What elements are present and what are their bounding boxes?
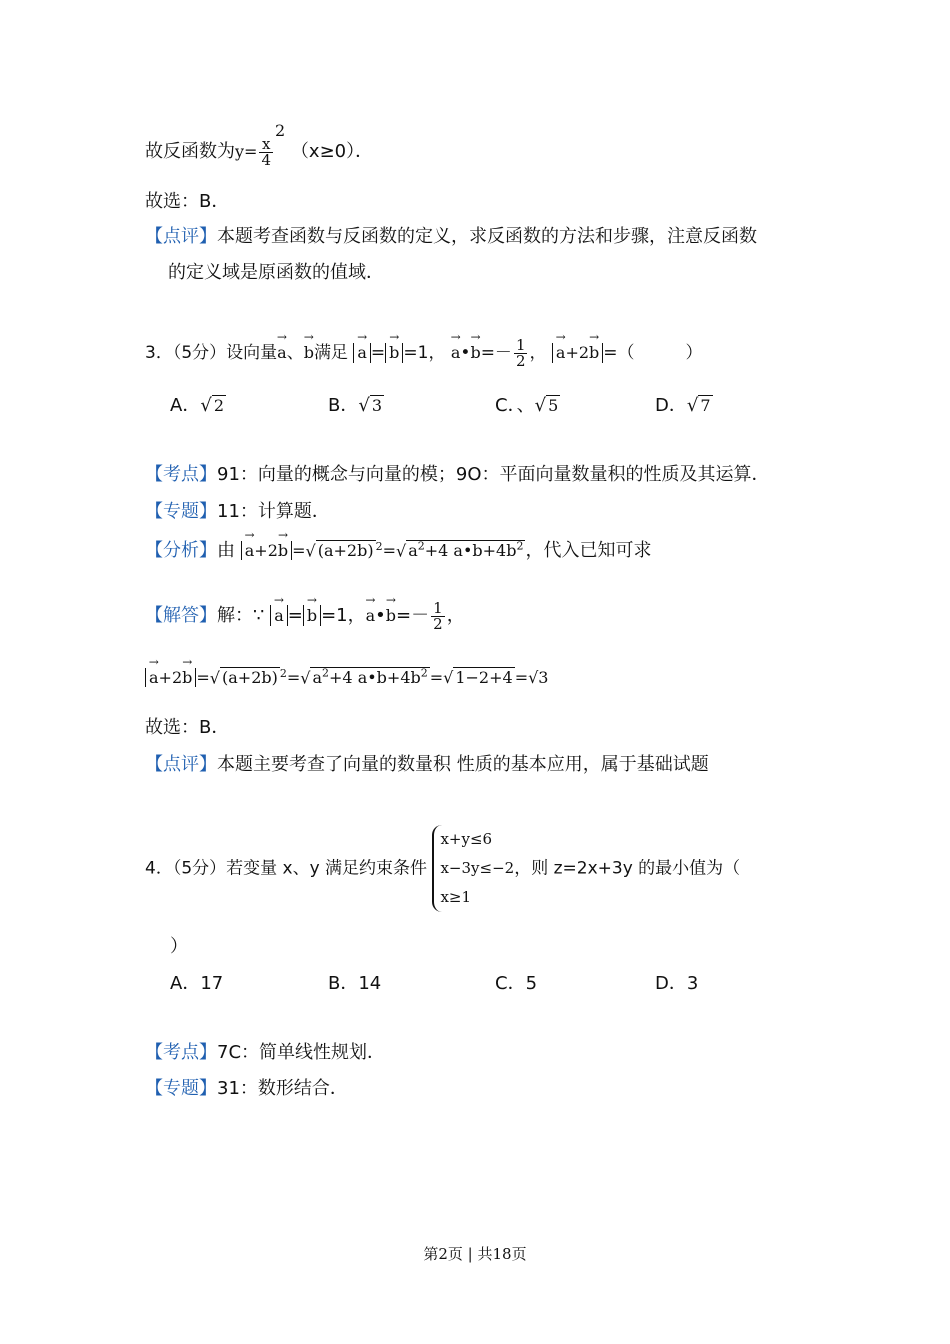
fraction-denominator: 4	[261, 150, 271, 169]
sqrt-symbol: √ 5	[534, 395, 559, 416]
inverse-function-line	[145, 121, 374, 169]
q3-option-a[interactable]	[170, 391, 226, 417]
vector-a: → a	[149, 662, 159, 687]
kaodian-text: 7C：简单线性规划．	[217, 1042, 386, 1063]
q4-stem-suffix: ，则 z=2x+3y 的最小值为（	[514, 858, 741, 879]
q3-answer: 故选：B．	[145, 717, 230, 738]
vector-b: → b	[278, 535, 288, 560]
prev-review-cont: 的定义域是原函数的值域．	[168, 262, 384, 283]
sqrt-expr-1: √ (a+2b) $^2$	[209, 666, 287, 687]
vector-a: → a	[451, 337, 461, 362]
radicand-part: a	[408, 541, 418, 560]
square: 2	[516, 539, 524, 553]
half-fraction	[431, 598, 445, 633]
jieda-tag: 【解答】	[145, 605, 217, 626]
equals: =	[370, 343, 386, 363]
half-fraction	[514, 335, 528, 370]
equals-one: =1，	[321, 605, 366, 626]
sqrt-symbol: √ 3	[358, 395, 383, 416]
vector-b: → b	[307, 600, 317, 625]
q4-option-d[interactable]: D．3	[655, 973, 699, 994]
q3-option-d[interactable]	[655, 391, 713, 417]
square: 2	[322, 666, 330, 680]
zhuanti-text: 11：计算题．	[217, 501, 330, 522]
fenxi-prefix: 由	[217, 540, 235, 561]
sqrt-expr-3: √ 1−2+4	[443, 668, 513, 687]
constraint-1: x+y≤6	[440, 830, 493, 848]
option-label: C．、	[495, 395, 535, 416]
sqrt-expr-2: √ $a^2+4$ $a•b+4b^2$	[300, 666, 428, 687]
q3-stem	[145, 337, 703, 369]
square: 2	[417, 539, 425, 553]
radicand: (a+2b)	[317, 541, 374, 560]
inverse-prefix: 故反函数为	[145, 141, 235, 162]
q4-zhuanti	[145, 1074, 348, 1100]
vector-a: → a	[357, 337, 367, 362]
kaodian-tag: 【考点】	[145, 464, 217, 485]
equals: =	[429, 668, 444, 687]
q3-kaodian	[145, 460, 770, 486]
fenxi-suffix: ，代入已知可求	[525, 540, 652, 561]
radicand: 5	[548, 396, 559, 415]
vector-b: → b	[389, 337, 399, 362]
review-tag: 【点评】	[145, 226, 217, 247]
q4-stem	[145, 825, 740, 912]
q3-jieda-line2	[145, 662, 548, 687]
equals: =	[286, 668, 301, 687]
equals-negative: =－	[396, 605, 430, 626]
zhuanti-tag: 【专题】	[145, 1078, 217, 1099]
equals: =	[382, 541, 396, 560]
constraint-3: x≥1	[440, 888, 472, 906]
abs-a	[353, 343, 371, 363]
square: 2	[279, 666, 287, 680]
fraction-denominator: 2	[433, 614, 443, 633]
abs-b	[385, 343, 403, 363]
vector-b: → b	[304, 337, 314, 362]
option-label: B．	[328, 395, 359, 416]
sqrt-symbol: √ 2	[200, 395, 224, 416]
zhuanti-tag: 【专题】	[145, 501, 217, 522]
equals: =	[292, 541, 306, 560]
dot-operator: •	[460, 343, 471, 363]
abs-b	[303, 605, 321, 626]
plus-two: +2	[565, 343, 590, 362]
vector-a: → a	[366, 600, 376, 625]
equals: =	[287, 605, 303, 626]
radicand: 1−2+4	[455, 668, 513, 687]
dot-operator: •	[375, 605, 386, 626]
review-text: 本题考查函数与反函数的定义，求反函数的方法和步骤，注意反函数	[217, 226, 757, 247]
q4-stem-prefix: 4．（5分）若变量 x、y 满足约束条件	[145, 858, 428, 879]
jieda-prefix: 解：∵	[217, 605, 265, 626]
radicand: 2	[213, 396, 224, 415]
fraction-numerator: x	[259, 137, 273, 153]
sqrt-expr-2: √ $a^2+4$ $a•b+4b^2$	[396, 539, 524, 560]
abs-a	[270, 605, 288, 626]
page-footer: 第2页 | 共18页	[423, 1245, 527, 1263]
q3-fenxi	[145, 535, 651, 562]
kaodian-tag: 【考点】	[145, 1042, 217, 1063]
inverse-y: y=	[235, 142, 258, 161]
satisfy-text: 满足	[313, 343, 348, 363]
q3-option-b[interactable]	[328, 391, 384, 417]
sqrt-symbol: √ 7	[686, 395, 711, 416]
q3-zhuanti	[145, 497, 330, 523]
q4-option-b[interactable]: B．14	[328, 973, 382, 994]
option-label: D．	[655, 395, 687, 416]
fenxi-tag: 【分析】	[145, 540, 217, 561]
radicand-part: +4 a•b+4b	[329, 668, 421, 687]
zhuanti-text: 31：数形结合．	[217, 1078, 348, 1099]
radicand-part: +4 a•b+4b	[424, 541, 517, 560]
comma: ，	[529, 343, 547, 363]
vector-b: → b	[589, 337, 599, 362]
constraint-system	[432, 825, 514, 912]
q4-option-a[interactable]: A．17	[170, 973, 224, 994]
fraction-denominator: 2	[515, 351, 526, 370]
vector-a: → a	[556, 337, 566, 362]
sqrt-expr-1: √ (a+2b) $^2$	[305, 539, 383, 560]
abs-a-plus-2b	[241, 541, 292, 560]
separator: 、	[286, 343, 304, 363]
inverse-condition: （x≥0）．	[290, 141, 374, 162]
vector-a: → a	[274, 600, 284, 625]
vector-a: → a	[277, 337, 287, 362]
radicand: 3	[371, 396, 383, 415]
vector-b: → b	[386, 600, 396, 625]
fraction-numerator: 1	[515, 335, 526, 354]
equals: =	[196, 668, 210, 687]
q4-option-c[interactable]: C．5	[495, 973, 538, 994]
prev-review	[145, 222, 757, 248]
q3-stem-prefix: 3．（5分）设向量	[145, 343, 278, 363]
radicand-part: a	[312, 668, 323, 687]
plus-two: +2	[254, 541, 278, 560]
kaodian-text: 91：向量的概念与向量的模；9O：平面向量数量积的性质及其运算．	[217, 464, 770, 485]
vector-a: → a	[245, 535, 255, 560]
square: 2	[375, 539, 383, 553]
jieda-result: =√3	[514, 668, 549, 687]
abs-a-plus-2b	[552, 343, 603, 363]
vector-b: → b	[470, 337, 480, 362]
q3-option-c[interactable]	[495, 391, 560, 417]
fraction-numerator: 1	[433, 598, 443, 617]
equals-one: =1，	[403, 343, 446, 363]
radicand: 7	[700, 396, 711, 415]
q3-review	[145, 750, 709, 776]
review-tag: 【点评】	[145, 754, 217, 775]
q3-jieda	[145, 600, 465, 632]
inverse-fraction	[259, 134, 273, 169]
exponent: 2	[275, 121, 286, 140]
constraint-2: x−3y≤−2	[440, 859, 515, 877]
q3-stem-tail: =（ ）	[603, 343, 703, 363]
equals-negative: =－	[480, 343, 512, 363]
vector-b: → b	[182, 662, 192, 687]
q4-close-paren: ）	[170, 936, 188, 957]
option-label: A．	[170, 395, 201, 416]
radicand: (a+2b)	[222, 668, 278, 687]
comma: ，	[446, 605, 465, 626]
plus-two: +2	[158, 668, 183, 687]
q4-kaodian	[145, 1038, 385, 1064]
abs-a-plus-2b	[145, 668, 196, 687]
review-text: 本题主要考查了向量的数量积 性质的基本应用，属于基础试题	[217, 754, 709, 775]
square: 2	[420, 666, 428, 680]
prev-answer: 故选：B．	[145, 191, 230, 212]
